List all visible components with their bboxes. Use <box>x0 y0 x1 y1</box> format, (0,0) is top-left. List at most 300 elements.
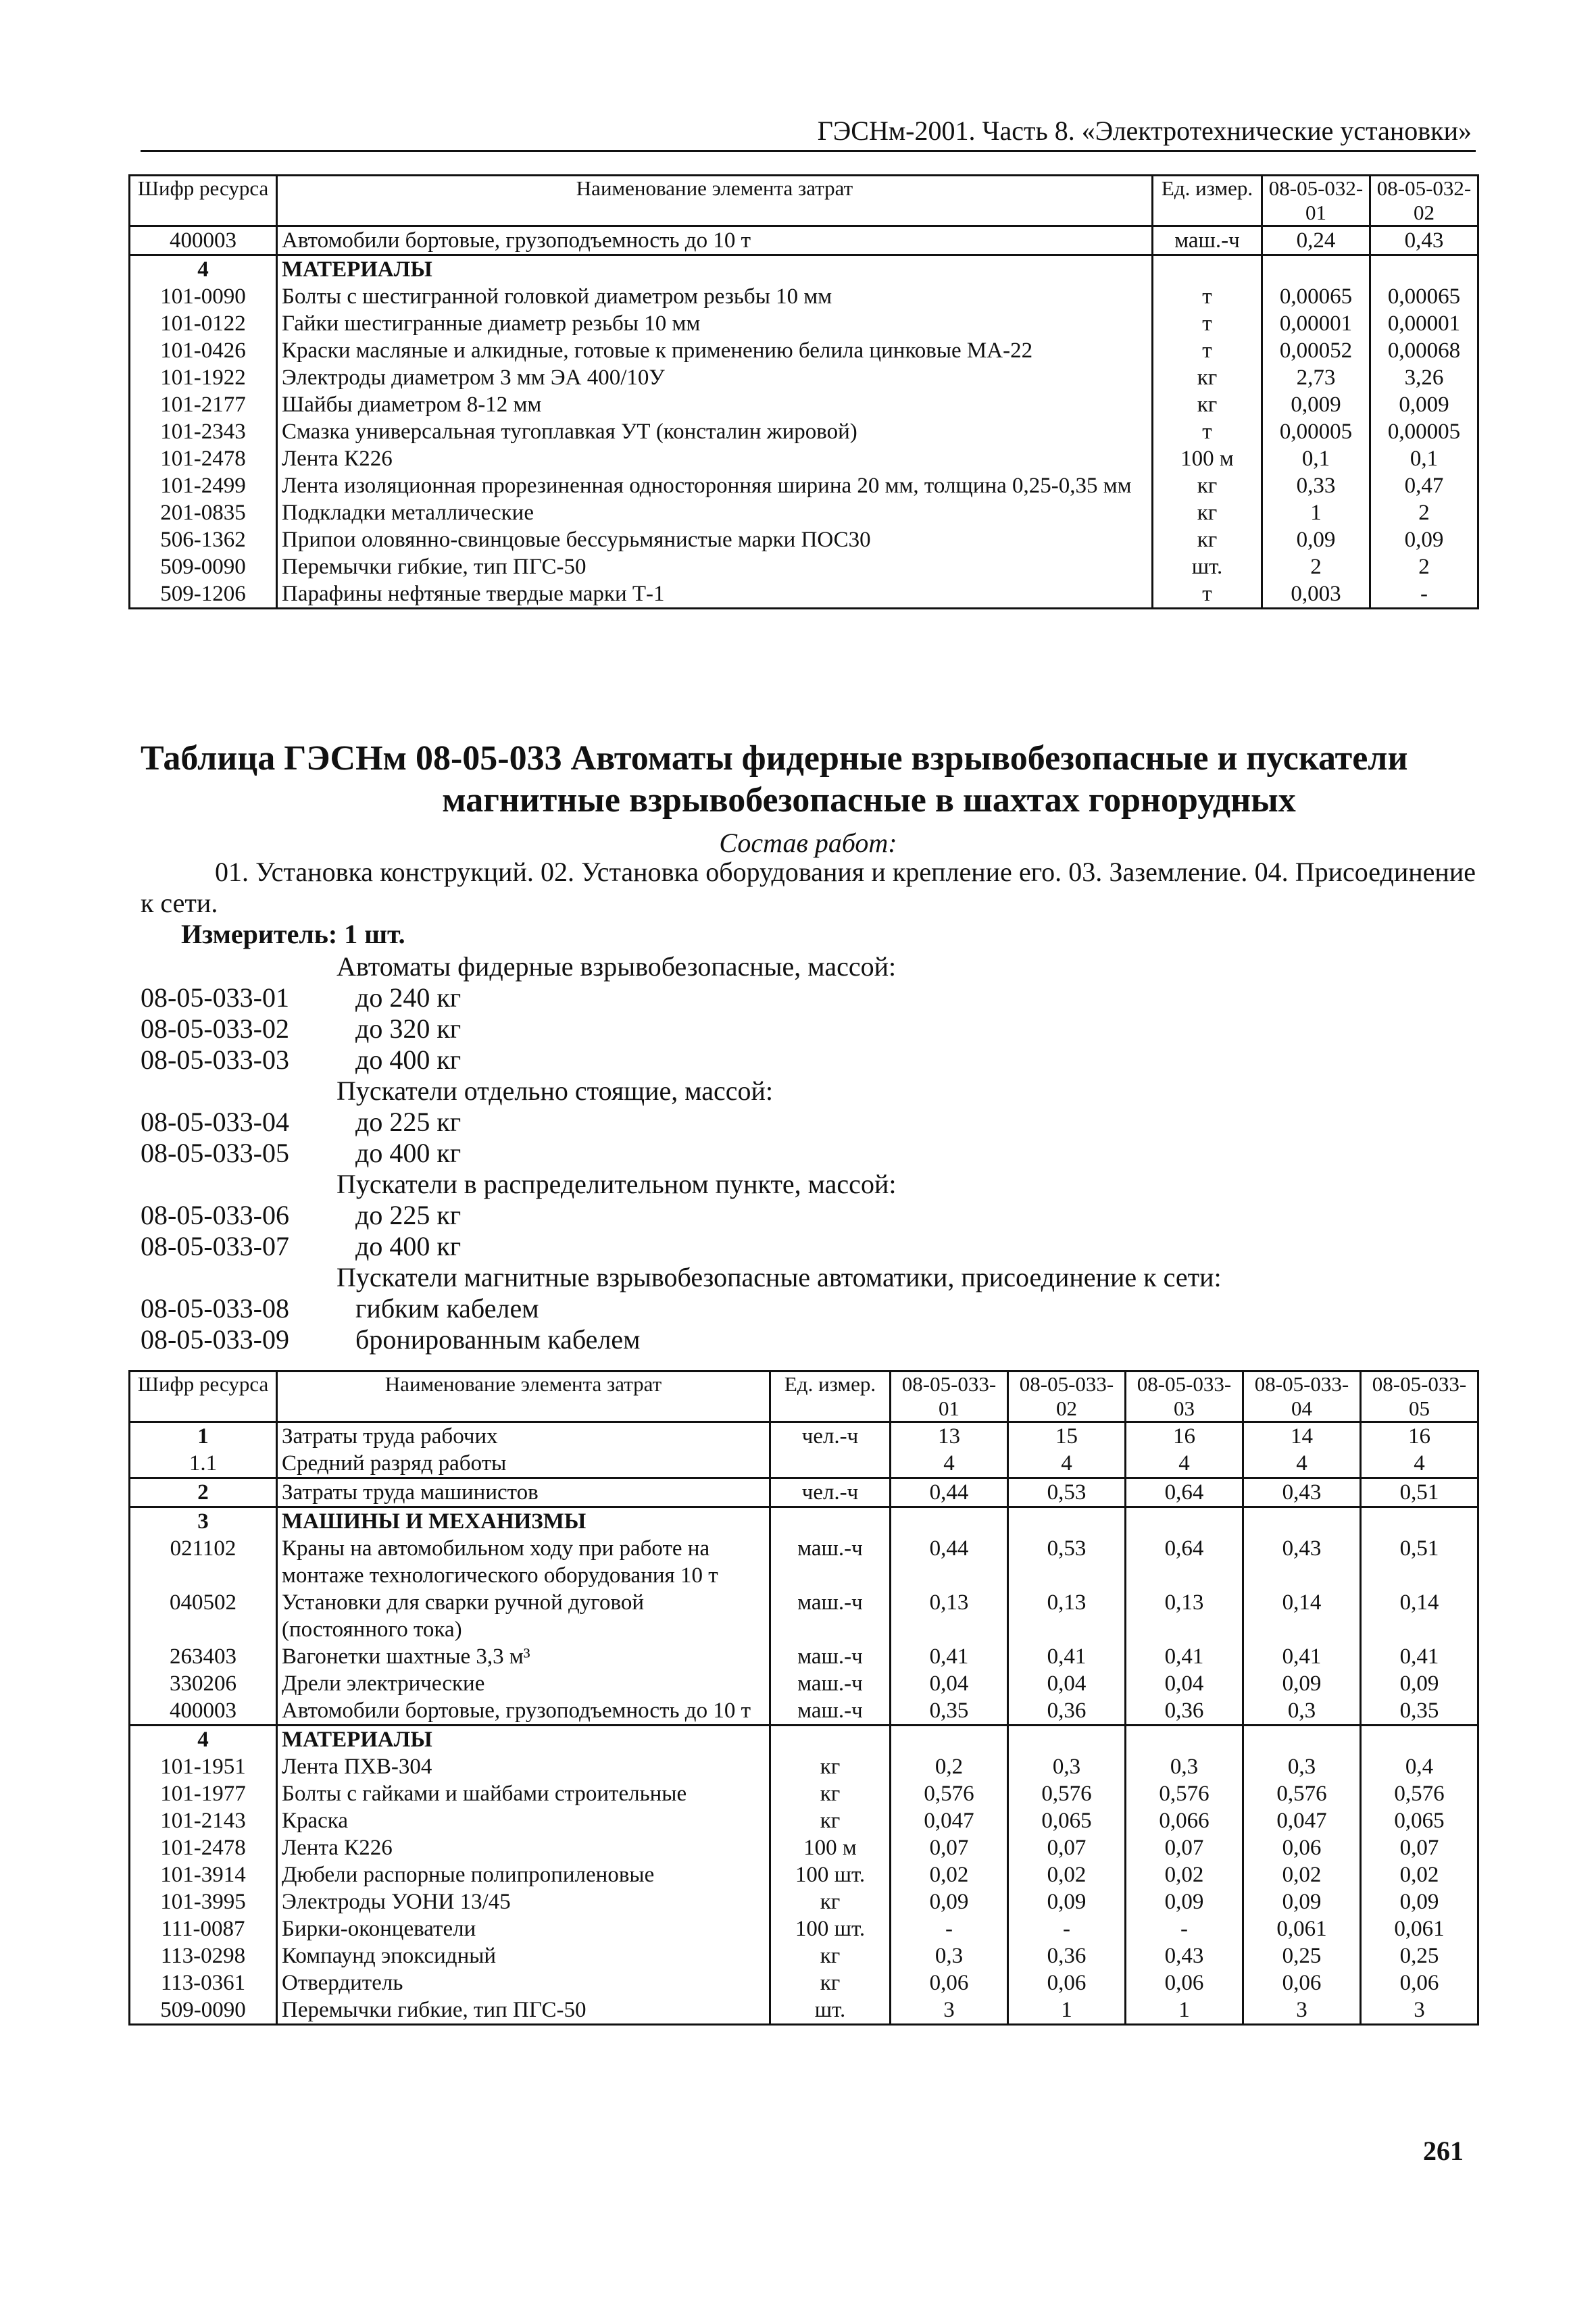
value-col-1: 0,09 <box>891 1888 1008 1915</box>
value-col-2 <box>1008 1726 1126 1754</box>
header-col-3: 08-05-033-03 <box>1126 1372 1243 1422</box>
value-col-2: 0,00001 <box>1370 310 1478 337</box>
value-col-4: 0,09 <box>1243 1670 1361 1697</box>
item-value: до 225 кг <box>355 1200 462 1230</box>
value-col-3 <box>1126 1507 1243 1536</box>
value-col-1: 0,06 <box>891 1969 1008 1996</box>
item-code: 08-05-033-02 <box>141 1013 289 1044</box>
header-col-1: 08-05-033-01 <box>891 1372 1008 1422</box>
resource-code: 101-1951 <box>130 1753 277 1780</box>
resource-name: Лента изоляционная прорезиненная односторонняя ширина 20 мм, толщина 0,25-0,35 мм <box>277 472 1153 499</box>
resource-code: 101-3995 <box>130 1888 277 1915</box>
value-col-2: 15 <box>1008 1422 1126 1451</box>
table-row <box>130 1535 1478 1589</box>
table-row <box>130 526 1478 553</box>
resource-name: Смазка универсальная тугоплавкая УТ (консталин жировой) <box>277 418 1153 445</box>
item-code: 08-05-033-05 <box>141 1138 289 1168</box>
value-col-4: 0,41 <box>1243 1643 1361 1670</box>
resource-name: Краска <box>277 1807 770 1834</box>
resource-name: Перемычки гибкие, тип ПГС-50 <box>277 553 1153 580</box>
value-col-3: 1 <box>1126 1996 1243 2025</box>
running-header <box>141 115 1476 152</box>
resource-unit: 100 шт. <box>770 1915 891 1942</box>
value-col-5: 0,061 <box>1361 1915 1478 1942</box>
resource-code: 101-2478 <box>130 1834 277 1861</box>
group-title: Пускатели магнитные взрывобезопасные автоматики, присоединение к сети: <box>336 1262 1222 1292</box>
resource-unit: 100 м <box>770 1834 891 1861</box>
resource-name: МАТЕРИАЛЫ <box>277 255 1153 284</box>
value-col-2: 0,00068 <box>1370 337 1478 364</box>
resource-unit: маш.-ч <box>1153 226 1262 255</box>
section-row <box>130 1507 1478 1536</box>
value-col-2: - <box>1370 580 1478 609</box>
value-col-2: 0,41 <box>1008 1643 1126 1670</box>
value-col-1 <box>1262 255 1370 284</box>
value-col-3 <box>1126 1726 1243 1754</box>
list-item <box>141 1293 1476 1324</box>
header-unit: Ед. измер. <box>770 1372 891 1422</box>
list-item <box>141 1107 1476 1138</box>
table-row <box>130 445 1478 472</box>
resource-unit: кг <box>770 1969 891 1996</box>
table-header-row <box>130 1372 1478 1422</box>
resource-unit: кг <box>770 1942 891 1969</box>
item-value: до 320 кг <box>355 1013 462 1044</box>
resource-name: Лента ПХВ-304 <box>277 1753 770 1780</box>
value-col-3: 0,41 <box>1126 1643 1243 1670</box>
group-title: Автоматы фидерные взрывобезопасные, массой: <box>336 951 897 982</box>
resource-code: 201-0835 <box>130 499 277 526</box>
resource-name: Краски масляные и алкидные, готовые к применению белила цинковые МА-22 <box>277 337 1153 364</box>
value-col-3: 0,02 <box>1126 1861 1243 1888</box>
list-item <box>141 1324 1476 1355</box>
resource-code: 509-1206 <box>130 580 277 609</box>
resource-name: МАТЕРИАЛЫ <box>277 1726 770 1754</box>
section-row <box>130 255 1478 284</box>
value-col-2: 0,009 <box>1370 391 1478 418</box>
value-col-2: 0,3 <box>1008 1753 1126 1780</box>
item-code: 08-05-033-07 <box>141 1231 289 1261</box>
resource-code: 101-1977 <box>130 1780 277 1807</box>
value-col-5: 0,51 <box>1361 1478 1478 1507</box>
resource-code: 101-3914 <box>130 1861 277 1888</box>
header-unit: Ед. измер. <box>1153 176 1262 226</box>
value-col-1: 4 <box>891 1450 1008 1478</box>
value-col-4: 0,02 <box>1243 1861 1361 1888</box>
value-col-3: 0,13 <box>1126 1589 1243 1643</box>
resource-unit: маш.-ч <box>770 1643 891 1670</box>
table-row <box>130 226 1478 255</box>
value-col-2 <box>1370 255 1478 284</box>
value-col-2: 0,47 <box>1370 472 1478 499</box>
value-col-1: 0,1 <box>1262 445 1370 472</box>
resource-unit: кг <box>770 1780 891 1807</box>
table-body <box>130 1422 1478 2025</box>
value-col-5: 0,065 <box>1361 1807 1478 1834</box>
value-col-4: 3 <box>1243 1996 1361 2025</box>
resource-code: 101-2499 <box>130 472 277 499</box>
item-code: 08-05-033-09 <box>141 1324 289 1355</box>
list-item <box>141 1231 1476 1262</box>
resource-unit: кг <box>1153 526 1262 553</box>
value-col-3: 0,066 <box>1126 1807 1243 1834</box>
value-col-1: 0,047 <box>891 1807 1008 1834</box>
value-col-5: 0,07 <box>1361 1834 1478 1861</box>
resource-name: Компаунд эпоксидный <box>277 1942 770 1969</box>
value-col-1: 0,35 <box>891 1697 1008 1726</box>
resource-name: Припои оловянно-свинцовые бессурьмянистые марки ПОС30 <box>277 526 1153 553</box>
value-col-1 <box>891 1507 1008 1536</box>
value-col-5: 0,51 <box>1361 1535 1478 1589</box>
value-col-1: 2,73 <box>1262 364 1370 391</box>
resource-code: 113-0361 <box>130 1969 277 1996</box>
value-col-2: 0,065 <box>1008 1807 1126 1834</box>
value-col-3: 0,43 <box>1126 1942 1243 1969</box>
table-row <box>130 1478 1478 1507</box>
resource-code: 021102 <box>130 1535 277 1589</box>
resource-name: Бирки-оконцеватели <box>277 1915 770 1942</box>
resource-name: Затраты труда рабочих <box>277 1422 770 1451</box>
value-col-5: 0,576 <box>1361 1780 1478 1807</box>
resource-name: Установки для сварки ручной дуговой (постоянного тока) <box>277 1589 770 1643</box>
header-col-2: 08-05-033-02 <box>1008 1372 1126 1422</box>
resource-name: Болты с гайками и шайбами строительные <box>277 1780 770 1807</box>
value-col-4: 0,061 <box>1243 1915 1361 1942</box>
list-item <box>141 1200 1476 1231</box>
value-col-1: 0,33 <box>1262 472 1370 499</box>
resource-code: 263403 <box>130 1643 277 1670</box>
resource-unit: кг <box>770 1753 891 1780</box>
table-row <box>130 283 1478 310</box>
value-col-3: 0,36 <box>1126 1697 1243 1726</box>
resource-name: МАШИНЫ И МЕХАНИЗМЫ <box>277 1507 770 1536</box>
resource-code: 400003 <box>130 1697 277 1726</box>
value-col-2: 0,576 <box>1008 1780 1126 1807</box>
header-col-5: 08-05-033-05 <box>1361 1372 1478 1422</box>
value-col-2: 0,36 <box>1008 1697 1126 1726</box>
value-col-3: 0,04 <box>1126 1670 1243 1697</box>
resource-code: 506-1362 <box>130 526 277 553</box>
value-col-1 <box>891 1726 1008 1754</box>
value-col-4: 0,06 <box>1243 1834 1361 1861</box>
resource-unit <box>770 1450 891 1478</box>
value-col-4 <box>1243 1726 1361 1754</box>
resource-unit: 100 м <box>1153 445 1262 472</box>
resource-unit: шт. <box>770 1996 891 2025</box>
resource-name: Вагонетки шахтные 3,3 м³ <box>277 1643 770 1670</box>
resource-unit: т <box>1153 337 1262 364</box>
value-col-5: 0,35 <box>1361 1697 1478 1726</box>
value-col-2: 0,00065 <box>1370 283 1478 310</box>
table-row <box>130 1942 1478 1969</box>
resource-code: 4 <box>130 255 277 284</box>
value-col-3: - <box>1126 1915 1243 1942</box>
value-col-1: 0,2 <box>891 1753 1008 1780</box>
table-row <box>130 1450 1478 1478</box>
value-col-4: 0,047 <box>1243 1807 1361 1834</box>
resource-name: Автомобили бортовые, грузоподъемность до 10 т <box>277 1697 770 1726</box>
value-col-2: 2 <box>1370 499 1478 526</box>
section-row <box>130 1726 1478 1754</box>
resource-unit: чел.-ч <box>770 1478 891 1507</box>
resource-name: Дрели электрические <box>277 1670 770 1697</box>
table-row <box>130 580 1478 609</box>
resource-name: Дюбели распорные полипропиленовые <box>277 1861 770 1888</box>
resource-name: Электроды УОНИ 13/45 <box>277 1888 770 1915</box>
item-value: бронированным кабелем <box>355 1324 641 1355</box>
value-col-5: 0,4 <box>1361 1753 1478 1780</box>
list-item <box>141 982 1476 1013</box>
resource-name: Гайки шестигранные диаметр резьбы 10 мм <box>277 310 1153 337</box>
value-col-2: 0,06 <box>1008 1969 1126 1996</box>
resource-unit: чел.-ч <box>770 1422 891 1451</box>
value-col-1: 0,44 <box>891 1478 1008 1507</box>
value-col-1: 0,24 <box>1262 226 1370 255</box>
list-item <box>141 1013 1476 1045</box>
table-row <box>130 1422 1478 1451</box>
header-code: Шифр ресурса <box>130 1372 277 1422</box>
value-col-4: 14 <box>1243 1422 1361 1451</box>
value-col-2: - <box>1008 1915 1126 1942</box>
table-row <box>130 1697 1478 1726</box>
value-col-2: 4 <box>1008 1450 1126 1478</box>
value-col-3: 0,576 <box>1126 1780 1243 1807</box>
value-col-4: 0,06 <box>1243 1969 1361 1996</box>
value-col-2: 0,00005 <box>1370 418 1478 445</box>
resource-code: 509-0090 <box>130 553 277 580</box>
resource-unit <box>770 1726 891 1754</box>
resource-unit: 100 шт. <box>770 1861 891 1888</box>
value-col-2: 3,26 <box>1370 364 1478 391</box>
value-col-5: 3 <box>1361 1996 1478 2025</box>
value-col-2: 0,1 <box>1370 445 1478 472</box>
resource-unit: кг <box>1153 499 1262 526</box>
value-col-1: 0,00005 <box>1262 418 1370 445</box>
resource-code: 101-0426 <box>130 337 277 364</box>
running-header-title: ГЭСНм-2001. Часть 8. «Электротехнические установки» <box>817 116 1472 146</box>
table-title-line-1: Таблица ГЭСНм 08-05-033 Автоматы фидерные взрывобезопасные и пускатели <box>141 739 1408 778</box>
value-col-2: 0,13 <box>1008 1589 1126 1643</box>
value-col-4: 0,3 <box>1243 1697 1361 1726</box>
value-col-5: 0,06 <box>1361 1969 1478 1996</box>
resource-name: Электроды диаметром 3 мм ЭА 400/10У <box>277 364 1153 391</box>
value-col-5: 0,14 <box>1361 1589 1478 1643</box>
value-col-4: 0,09 <box>1243 1888 1361 1915</box>
table-title <box>141 738 1476 822</box>
value-col-2: 0,02 <box>1008 1861 1126 1888</box>
resource-unit <box>1153 255 1262 284</box>
value-col-1: 1 <box>1262 499 1370 526</box>
table-row <box>130 1643 1478 1670</box>
page-number: 261 <box>1423 2136 1464 2166</box>
value-col-4 <box>1243 1507 1361 1536</box>
value-col-4: 0,43 <box>1243 1535 1361 1589</box>
table-row <box>130 337 1478 364</box>
item-value: до 240 кг <box>355 982 462 1013</box>
value-col-5 <box>1361 1726 1478 1754</box>
resource-code: 1.1 <box>130 1450 277 1478</box>
value-col-4: 0,25 <box>1243 1942 1361 1969</box>
value-col-2: 1 <box>1008 1996 1126 2025</box>
value-col-5: 0,09 <box>1361 1670 1478 1697</box>
list-item <box>141 1045 1476 1076</box>
resource-code: 113-0298 <box>130 1942 277 1969</box>
table-row <box>130 1753 1478 1780</box>
value-col-2: 0,53 <box>1008 1535 1126 1589</box>
value-col-5: 0,41 <box>1361 1643 1478 1670</box>
resource-unit: маш.-ч <box>770 1535 891 1589</box>
header-name: Наименование элемента затрат <box>277 1372 770 1422</box>
resource-name: Подкладки металлические <box>277 499 1153 526</box>
table-row <box>130 1670 1478 1697</box>
resource-name: Лента К226 <box>277 1834 770 1861</box>
resource-code: 101-2177 <box>130 391 277 418</box>
value-col-3: 0,3 <box>1126 1753 1243 1780</box>
value-col-2: 0,36 <box>1008 1942 1126 1969</box>
resource-name: Средний разряд работы <box>277 1450 770 1478</box>
item-code: 08-05-033-01 <box>141 982 289 1013</box>
resource-code: 1 <box>130 1422 277 1451</box>
item-code: 08-05-033-03 <box>141 1045 289 1075</box>
value-col-1: 0,13 <box>891 1589 1008 1643</box>
item-value: до 400 кг <box>355 1231 462 1261</box>
item-code: 08-05-033-06 <box>141 1200 289 1230</box>
table-row <box>130 1834 1478 1861</box>
resource-name: Парафины нефтяные твердые марки Т-1 <box>277 580 1153 609</box>
table-row <box>130 1915 1478 1942</box>
resource-table-032 <box>128 174 1479 609</box>
value-col-1: 3 <box>891 1996 1008 2025</box>
item-list <box>141 951 1476 1355</box>
resource-name: Шайбы диаметром 8-12 мм <box>277 391 1153 418</box>
table-row <box>130 391 1478 418</box>
resource-unit: т <box>1153 580 1262 609</box>
value-col-3: 16 <box>1126 1422 1243 1451</box>
table-header-row <box>130 176 1478 226</box>
value-col-1: 0,09 <box>1262 526 1370 553</box>
composition-label: Состав работ: <box>719 828 897 858</box>
value-col-3: 0,09 <box>1126 1888 1243 1915</box>
table-row <box>130 1589 1478 1643</box>
value-col-1: 0,576 <box>891 1780 1008 1807</box>
item-value: до 400 кг <box>355 1138 462 1168</box>
table-row <box>130 1861 1478 1888</box>
resource-code: 101-2343 <box>130 418 277 445</box>
value-col-1: 0,3 <box>891 1942 1008 1969</box>
resource-code: 3 <box>130 1507 277 1536</box>
resource-name: Автомобили бортовые, грузоподъемность до 10 т <box>277 226 1153 255</box>
value-col-3: 0,06 <box>1126 1969 1243 1996</box>
resource-code: 111-0087 <box>130 1915 277 1942</box>
resource-name: Затраты труда машинистов <box>277 1478 770 1507</box>
table-body <box>130 226 1478 609</box>
resource-name: Краны на автомобильном ходу при работе на монтаже технологического оборудования 10 т <box>277 1535 770 1589</box>
resource-code: 040502 <box>130 1589 277 1643</box>
resource-code: 101-1922 <box>130 364 277 391</box>
item-value: до 400 кг <box>355 1045 462 1075</box>
value-col-5: 0,25 <box>1361 1942 1478 1969</box>
table-row <box>130 1996 1478 2025</box>
value-col-4: 0,3 <box>1243 1753 1361 1780</box>
table-row <box>130 499 1478 526</box>
value-col-1: 0,41 <box>891 1643 1008 1670</box>
resource-code: 101-2143 <box>130 1807 277 1834</box>
resource-unit: кг <box>770 1807 891 1834</box>
value-col-1: 0,44 <box>891 1535 1008 1589</box>
resource-unit: кг <box>770 1888 891 1915</box>
value-col-5: 16 <box>1361 1422 1478 1451</box>
value-col-1: 2 <box>1262 553 1370 580</box>
value-col-5: 0,09 <box>1361 1888 1478 1915</box>
resource-unit: маш.-ч <box>770 1697 891 1726</box>
item-code: 08-05-033-08 <box>141 1293 289 1324</box>
value-col-3: 0,64 <box>1126 1478 1243 1507</box>
value-col-1: 0,003 <box>1262 580 1370 609</box>
value-col-1: 0,00001 <box>1262 310 1370 337</box>
value-col-2: 0,43 <box>1370 226 1478 255</box>
measure-unit: Измеритель: 1 шт. <box>181 919 405 949</box>
table-row <box>130 1807 1478 1834</box>
header-col-4: 08-05-033-04 <box>1243 1372 1361 1422</box>
resource-code: 509-0090 <box>130 1996 277 2025</box>
resource-table-033 <box>128 1370 1479 2026</box>
table-row <box>130 364 1478 391</box>
resource-unit: кг <box>1153 364 1262 391</box>
resource-unit: шт. <box>1153 553 1262 580</box>
value-col-1: 0,04 <box>891 1670 1008 1697</box>
value-col-3: 0,64 <box>1126 1535 1243 1589</box>
value-col-1: 0,009 <box>1262 391 1370 418</box>
value-col-3: 4 <box>1126 1450 1243 1478</box>
header-col-1: 08-05-032-01 <box>1262 176 1370 226</box>
value-col-2: 0,09 <box>1370 526 1478 553</box>
value-col-1: 13 <box>891 1422 1008 1451</box>
table-title-line-2: магнитные взрывобезопасные в шахтах горнорудных <box>442 781 1296 820</box>
header-col-2: 08-05-032-02 <box>1370 176 1478 226</box>
value-col-1: 0,02 <box>891 1861 1008 1888</box>
value-col-4: 0,14 <box>1243 1589 1361 1643</box>
value-col-2 <box>1008 1507 1126 1536</box>
item-code: 08-05-033-04 <box>141 1107 289 1137</box>
resource-code: 2 <box>130 1478 277 1507</box>
resource-code: 4 <box>130 1726 277 1754</box>
value-col-2: 0,09 <box>1008 1888 1126 1915</box>
resource-code: 101-2478 <box>130 445 277 472</box>
value-col-1: 0,00065 <box>1262 283 1370 310</box>
table-row <box>130 1780 1478 1807</box>
value-col-2: 0,04 <box>1008 1670 1126 1697</box>
value-col-2: 2 <box>1370 553 1478 580</box>
list-item <box>141 1138 1476 1169</box>
item-value: до 225 кг <box>355 1107 462 1137</box>
table-row <box>130 310 1478 337</box>
composition-text: 01. Установка конструкций. 02. Установка оборудования и крепление его. 03. Заземление. 04. Присоединение к сети. <box>141 857 1476 918</box>
value-col-5: 0,02 <box>1361 1861 1478 1888</box>
value-col-1: - <box>891 1915 1008 1942</box>
value-col-5: 4 <box>1361 1450 1478 1478</box>
table-row <box>130 1969 1478 1996</box>
value-col-1: 0,00052 <box>1262 337 1370 364</box>
resource-code: 101-0090 <box>130 283 277 310</box>
table-row <box>130 418 1478 445</box>
resource-name: Болты с шестигранной головкой диаметром резьбы 10 мм <box>277 283 1153 310</box>
resource-unit: т <box>1153 310 1262 337</box>
resource-unit: кг <box>1153 391 1262 418</box>
group-title: Пускатели в распределительном пункте, массой: <box>336 1169 897 1199</box>
resource-name: Перемычки гибкие, тип ПГС-50 <box>277 1996 770 2025</box>
header-code: Шифр ресурса <box>130 176 277 226</box>
header-name: Наименование элемента затрат <box>277 176 1153 226</box>
